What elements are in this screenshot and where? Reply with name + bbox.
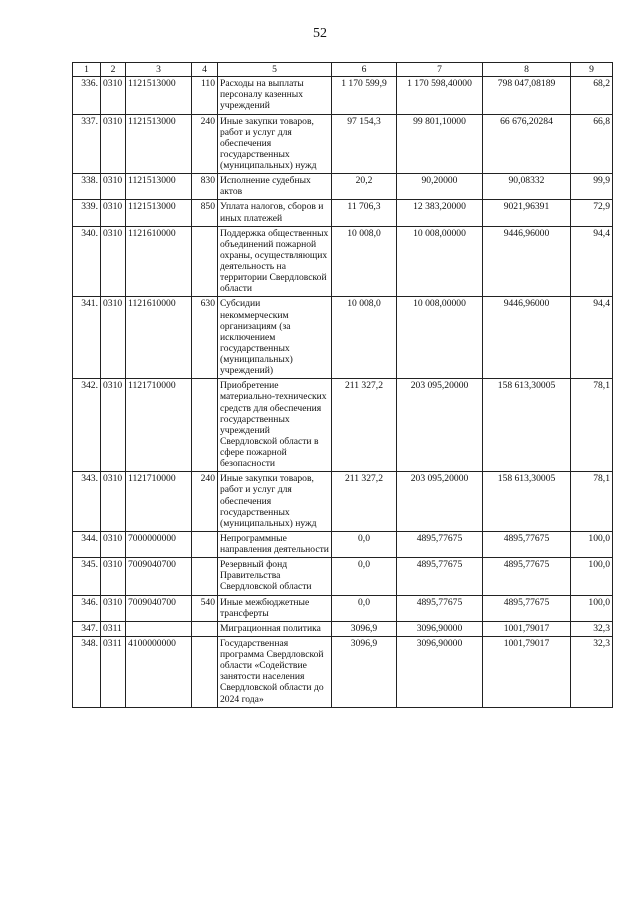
target-code-cell: 4100000000	[126, 636, 192, 707]
section-code-cell: 0311	[101, 621, 126, 636]
expense-type-cell: 240	[192, 472, 218, 532]
percent-cell: 78,1	[571, 379, 613, 472]
section-code-cell: 0310	[101, 226, 126, 297]
expense-type-cell: 830	[192, 174, 218, 200]
value-col7-cell: 4895,77675	[397, 531, 483, 557]
table-body	[73, 77, 613, 708]
value-col6-cell: 97 154,3	[332, 114, 397, 174]
expense-type-cell	[192, 531, 218, 557]
value-col7-cell: 10 008,00000	[397, 297, 483, 379]
value-col6-cell: 20,2	[332, 174, 397, 200]
section-code-cell: 0311	[101, 636, 126, 707]
section-code-cell: 0310	[101, 379, 126, 472]
item-name-cell: Субсидии некоммерческим организациям (за исключением государственных (муниципальных) учреждений)	[218, 297, 332, 379]
value-col8-cell: 4895,77675	[483, 595, 571, 621]
table-header-row	[73, 63, 613, 77]
value-col6-cell: 0,0	[332, 531, 397, 557]
row-number-cell: 339.	[73, 200, 101, 226]
section-code-cell: 0310	[101, 531, 126, 557]
table-row	[73, 531, 613, 557]
section-code-cell: 0310	[101, 174, 126, 200]
value-col6-cell: 211 327,2	[332, 379, 397, 472]
item-name-cell: Расходы на выплаты персоналу казенных учреждений	[218, 77, 332, 114]
section-code-cell: 0310	[101, 297, 126, 379]
header-cell: 7	[397, 63, 483, 77]
value-col8-cell: 9446,96000	[483, 226, 571, 297]
expense-type-cell: 540	[192, 595, 218, 621]
target-code-cell: 7009040700	[126, 595, 192, 621]
target-code-cell: 1121710000	[126, 472, 192, 532]
percent-cell: 100,0	[571, 595, 613, 621]
header-cell: 2	[101, 63, 126, 77]
value-col7-cell: 4895,77675	[397, 558, 483, 595]
value-col7-cell: 203 095,20000	[397, 472, 483, 532]
expense-type-cell: 630	[192, 297, 218, 379]
table-row	[73, 174, 613, 200]
value-col6-cell: 3096,9	[332, 621, 397, 636]
row-number-cell: 337.	[73, 114, 101, 174]
item-name-cell: Поддержка общественных объединений пожарной охраны, осуществляющих деятельность на территории Свердловской области	[218, 226, 332, 297]
item-name-cell: Резервный фонд Правительства Свердловской области	[218, 558, 332, 595]
row-number-cell: 346.	[73, 595, 101, 621]
item-name-cell: Исполнение судебных актов	[218, 174, 332, 200]
header-cell: 8	[483, 63, 571, 77]
percent-cell: 72,9	[571, 200, 613, 226]
item-name-cell: Государственная программа Свердловской области «Содействие занятости населения Свердловской области до 2024 года»	[218, 636, 332, 707]
value-col7-cell: 203 095,20000	[397, 379, 483, 472]
value-col7-cell: 3096,90000	[397, 621, 483, 636]
item-name-cell: Приобретение материально-технических средств для обеспечения государственных учреждений Свердловской области в сфере пожарной безопасности	[218, 379, 332, 472]
value-col8-cell: 4895,77675	[483, 558, 571, 595]
expense-type-cell: 850	[192, 200, 218, 226]
value-col7-cell: 1 170 598,40000	[397, 77, 483, 114]
percent-cell: 68,2	[571, 77, 613, 114]
row-number-cell: 336.	[73, 77, 101, 114]
header-cell: 5	[218, 63, 332, 77]
value-col8-cell: 1001,79017	[483, 621, 571, 636]
target-code-cell	[126, 621, 192, 636]
expense-type-cell	[192, 558, 218, 595]
percent-cell: 32,3	[571, 636, 613, 707]
section-code-cell: 0310	[101, 558, 126, 595]
value-col7-cell: 3096,90000	[397, 636, 483, 707]
value-col6-cell: 10 008,0	[332, 226, 397, 297]
value-col6-cell: 11 706,3	[332, 200, 397, 226]
section-code-cell: 0310	[101, 200, 126, 226]
value-col8-cell: 158 613,30005	[483, 379, 571, 472]
percent-cell: 66,8	[571, 114, 613, 174]
value-col6-cell: 0,0	[332, 595, 397, 621]
table-row	[73, 636, 613, 707]
row-number-cell: 345.	[73, 558, 101, 595]
value-col8-cell: 9021,96391	[483, 200, 571, 226]
item-name-cell: Иные межбюджетные трансферты	[218, 595, 332, 621]
table-row	[73, 226, 613, 297]
value-col6-cell: 211 327,2	[332, 472, 397, 532]
value-col8-cell: 1001,79017	[483, 636, 571, 707]
percent-cell: 99,9	[571, 174, 613, 200]
target-code-cell: 7000000000	[126, 531, 192, 557]
value-col8-cell: 4895,77675	[483, 531, 571, 557]
item-name-cell: Непрограммные направления деятельности	[218, 531, 332, 557]
percent-cell: 78,1	[571, 472, 613, 532]
target-code-cell: 1121513000	[126, 77, 192, 114]
value-col8-cell: 66 676,20284	[483, 114, 571, 174]
section-code-cell: 0310	[101, 472, 126, 532]
header-cell: 1	[73, 63, 101, 77]
table-row	[73, 297, 613, 379]
target-code-cell: 1121513000	[126, 174, 192, 200]
expense-type-cell	[192, 636, 218, 707]
budget-table	[72, 62, 613, 708]
value-col8-cell: 9446,96000	[483, 297, 571, 379]
target-code-cell: 1121610000	[126, 297, 192, 379]
value-col7-cell: 99 801,10000	[397, 114, 483, 174]
section-code-cell: 0310	[101, 77, 126, 114]
expense-type-cell	[192, 379, 218, 472]
value-col7-cell: 4895,77675	[397, 595, 483, 621]
expense-type-cell	[192, 621, 218, 636]
target-code-cell: 1121610000	[126, 226, 192, 297]
item-name-cell: Иные закупки товаров, работ и услуг для обеспечения государственных (муниципальных) нужд	[218, 472, 332, 532]
value-col6-cell: 1 170 599,9	[332, 77, 397, 114]
item-name-cell: Иные закупки товаров, работ и услуг для обеспечения государственных (муниципальных) нужд	[218, 114, 332, 174]
table-row	[73, 621, 613, 636]
table-row	[73, 595, 613, 621]
table-row	[73, 379, 613, 472]
page-number: 52	[313, 26, 327, 41]
row-number-cell: 344.	[73, 531, 101, 557]
row-number-cell: 340.	[73, 226, 101, 297]
item-name-cell: Миграционная политика	[218, 621, 332, 636]
row-number-cell: 348.	[73, 636, 101, 707]
percent-cell: 94,4	[571, 297, 613, 379]
target-code-cell: 1121710000	[126, 379, 192, 472]
header-cell: 9	[571, 63, 613, 77]
section-code-cell: 0310	[101, 595, 126, 621]
header-cell: 6	[332, 63, 397, 77]
percent-cell: 100,0	[571, 558, 613, 595]
value-col8-cell: 798 047,08189	[483, 77, 571, 114]
expense-type-cell	[192, 226, 218, 297]
target-code-cell: 1121513000	[126, 114, 192, 174]
expense-type-cell: 110	[192, 77, 218, 114]
header-cell: 4	[192, 63, 218, 77]
value-col8-cell: 90,08332	[483, 174, 571, 200]
header-cell: 3	[126, 63, 192, 77]
value-col7-cell: 10 008,00000	[397, 226, 483, 297]
value-col7-cell: 90,20000	[397, 174, 483, 200]
section-code-cell: 0310	[101, 114, 126, 174]
item-name-cell: Уплата налогов, сборов и иных платежей	[218, 200, 332, 226]
expense-type-cell: 240	[192, 114, 218, 174]
row-number-cell: 343.	[73, 472, 101, 532]
percent-cell: 32,3	[571, 621, 613, 636]
target-code-cell: 7009040700	[126, 558, 192, 595]
table-row	[73, 77, 613, 114]
value-col6-cell: 0,0	[332, 558, 397, 595]
table-row	[73, 472, 613, 532]
value-col6-cell: 10 008,0	[332, 297, 397, 379]
value-col7-cell: 12 383,20000	[397, 200, 483, 226]
percent-cell: 94,4	[571, 226, 613, 297]
table-row	[73, 558, 613, 595]
row-number-cell: 347.	[73, 621, 101, 636]
percent-cell: 100,0	[571, 531, 613, 557]
table-row	[73, 200, 613, 226]
row-number-cell: 342.	[73, 379, 101, 472]
row-number-cell: 341.	[73, 297, 101, 379]
value-col8-cell: 158 613,30005	[483, 472, 571, 532]
table-row	[73, 114, 613, 174]
target-code-cell: 1121513000	[126, 200, 192, 226]
value-col6-cell: 3096,9	[332, 636, 397, 707]
row-number-cell: 338.	[73, 174, 101, 200]
